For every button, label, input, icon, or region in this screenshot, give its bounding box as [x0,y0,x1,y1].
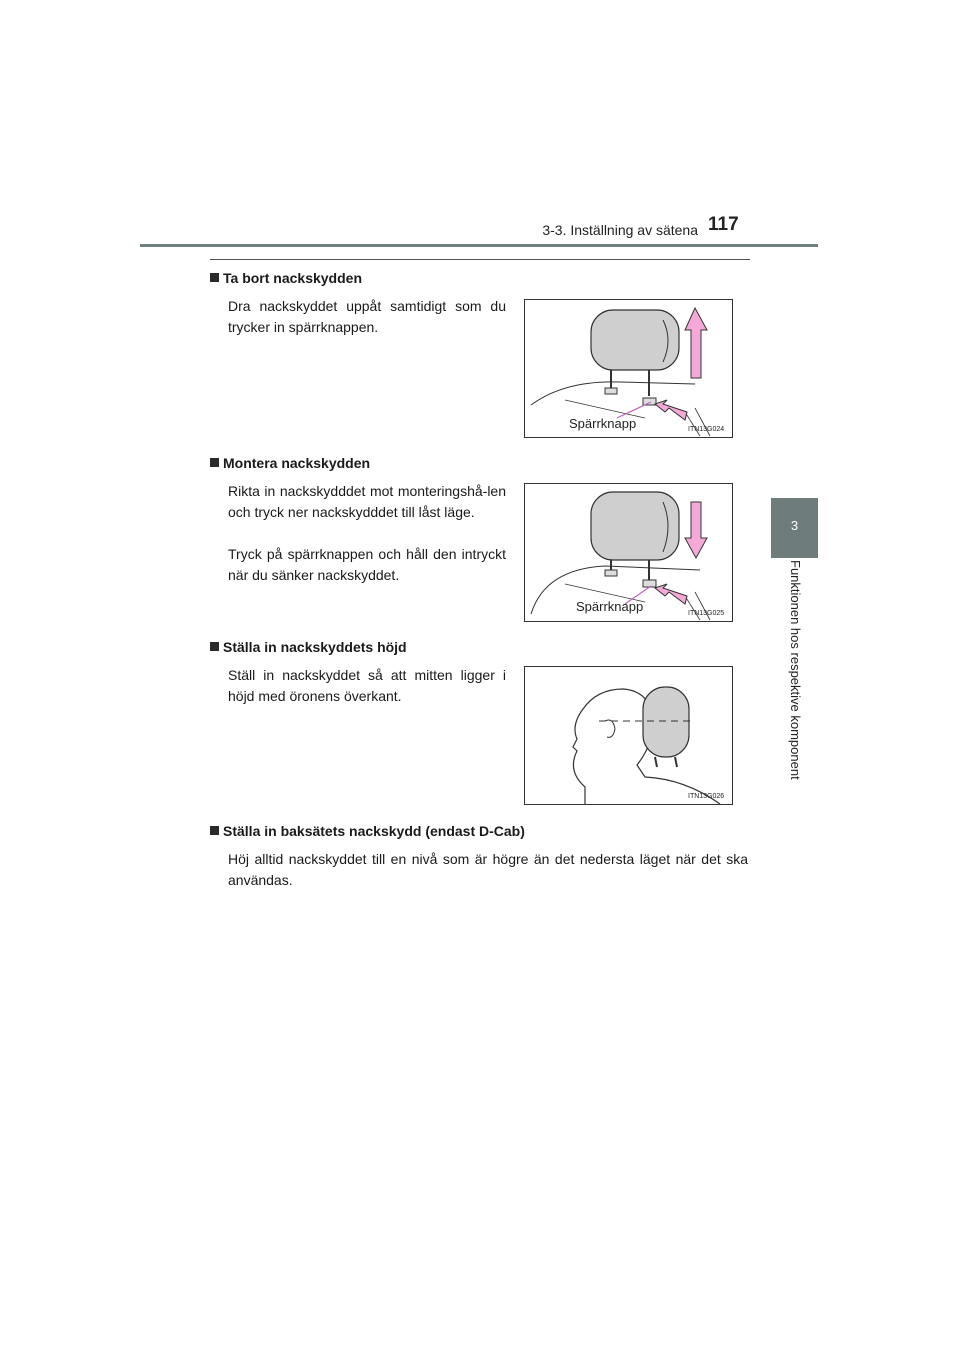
section-heading-install [210,455,370,471]
figure-remove-headrest [524,299,733,438]
lock-button-label: Spärrknapp [569,416,637,431]
content-top-rule [210,259,750,260]
paragraph-remove: Dra nackskyddet uppåt samtidigt som du trycker in spärrknappen. [228,298,506,335]
chapter-title-wrap [771,560,818,820]
paragraph-install-1: Rikta in nackskydddet mot monteringshå-len och tryck ner nackskydddet till låst läge. [228,483,506,520]
lock-button-label: Spärrknapp [576,599,644,614]
head-and-headrest-illustration [525,667,732,804]
header-rule [140,244,818,247]
section-title: 3-3. Inställning av sätena [542,222,698,238]
figure-code: ITN13G026 [688,793,725,800]
section-heading-rear [210,823,525,839]
bullet-square-icon [210,642,219,651]
paragraph-install-2: Tryck på spärrknappen och håll den intryckt när du sänker nackskyddet. [228,546,506,583]
bullet-square-icon [210,458,219,467]
paragraph-height: Ställ in nackskyddet så att mitten ligger i höjd med öronens överkant. [228,667,506,704]
figure-install-headrest [524,483,733,622]
figure-headrest-height [524,666,733,805]
bullet-square-icon [210,826,219,835]
page-number: 117 [708,214,739,235]
heading-text: Montera nackskydden [223,455,371,471]
paragraph-rear: Höj alltid nackskyddet till en nivå som är högre än det nedersta läget när det ska användas. [228,851,748,888]
chapter-number: 3 [790,518,799,533]
heading-text: Ställa in nackskyddets höjd [223,639,407,655]
heading-text: Ta bort nackskydden [223,270,363,286]
chapter-title: Funktionen hos respektive komponent [787,560,803,780]
bullet-square-icon [210,273,219,282]
heading-text: Ställa in baksätets nackskydd (endast D-Cab) [223,823,525,839]
figure-code: ITN13G024 [688,426,725,433]
section-heading-remove [210,270,362,286]
figure-code: ITN13G025 [688,610,725,617]
section-heading-height [210,639,407,655]
